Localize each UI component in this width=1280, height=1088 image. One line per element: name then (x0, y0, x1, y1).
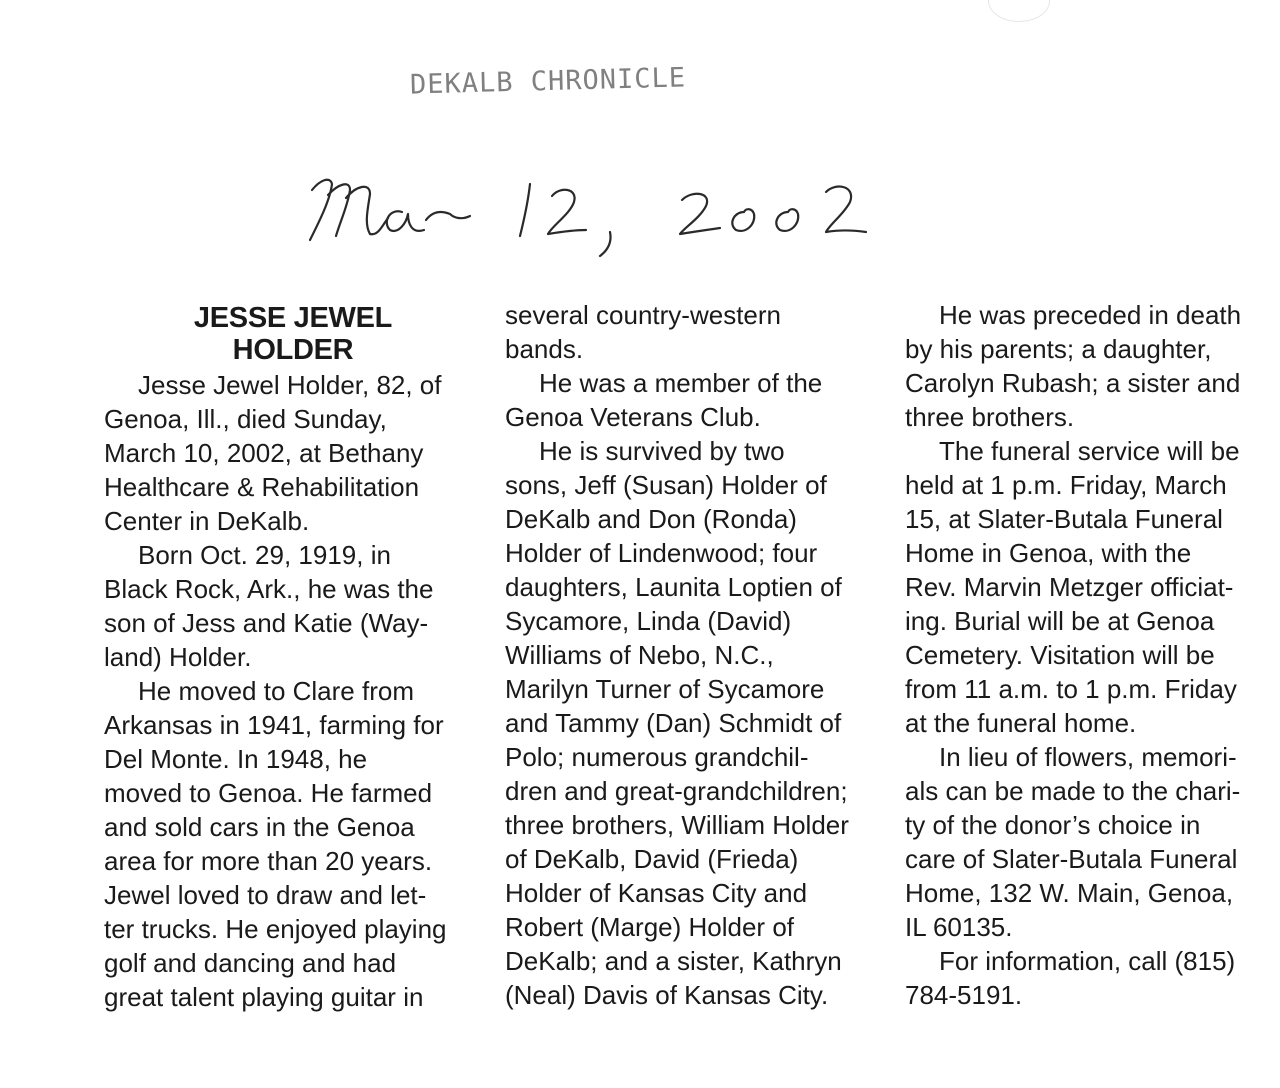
text-line: sons, Jeff (Susan) Holder of (505, 470, 827, 500)
text-line: at the funeral home. (905, 708, 1137, 738)
text-line: son of Jess and Katie (Way- (104, 608, 429, 638)
text-line: He is survived by two (539, 436, 785, 466)
obituary-column-2 (505, 298, 883, 1012)
obituary-column-1 (104, 298, 482, 1014)
text-line: Healthcare & Rehabilitation (104, 472, 420, 502)
text-line: care of Slater-Butala Funeral (905, 844, 1238, 874)
text-line: Williams of Nebo, N.C., (505, 640, 774, 670)
text-line: Marilyn Turner of Sycamore (505, 674, 825, 704)
text-line: als can be made to the chari- (905, 776, 1241, 806)
text-line: by his parents; a daughter, (905, 334, 1212, 364)
text-line: Del Monte. In 1948, he (104, 744, 368, 774)
text-line: great talent playing guitar in (104, 982, 424, 1012)
text-line: Holder of Kansas City and (505, 878, 808, 908)
newspaper-stamp: DEKALB CHRONICLE (409, 62, 687, 101)
text-line: and Tammy (Dan) Schmidt of (505, 708, 842, 738)
text-line: Rev. Marvin Metzger officiat- (905, 572, 1234, 602)
text-line: land) Holder. (104, 642, 252, 672)
text-line: moved to Genoa. He farmed (104, 778, 433, 808)
text-line: golf and dancing and had (104, 948, 397, 978)
text-line: DeKalb; and a sister, Kathryn (505, 946, 842, 976)
text-line: several country-western (505, 300, 781, 330)
text-line: 784-5191. (905, 980, 1023, 1010)
text-line: Robert (Marge) Holder of (505, 912, 794, 942)
text-line: In lieu of flowers, memori- (939, 742, 1237, 772)
text-line: and sold cars in the Genoa (104, 812, 415, 842)
text-line: For information, call (815) (939, 946, 1236, 976)
text-line: IL 60135. (905, 912, 1013, 942)
text-line: bands. (505, 334, 584, 364)
text-line: Black Rock, Ark., he was the (104, 574, 434, 604)
text-line: Home in Genoa, with the (905, 538, 1192, 568)
text-line: Holder of Lindenwood; four (505, 538, 818, 568)
headline-line-1: JESSE JEWEL (193, 302, 393, 334)
text-line: ing. Burial will be at Genoa (905, 606, 1215, 636)
text-line: (Neal) Davis of Kansas City. (505, 980, 829, 1010)
text-line: He was a member of the (539, 368, 823, 398)
text-line: Center in DeKalb. (104, 506, 310, 536)
scan-artifact (988, 0, 1050, 22)
text-line: three brothers, William Holder (505, 810, 849, 840)
text-line: 15, at Slater-Butala Funeral (905, 504, 1223, 534)
handwritten-date (290, 150, 910, 260)
text-line: from 11 a.m. to 1 p.m. Friday (905, 674, 1237, 704)
text-line: Home, 132 W. Main, Genoa, (905, 878, 1234, 908)
text-line: area for more than 20 years. (104, 846, 433, 876)
text-line: Sycamore, Linda (David) (505, 606, 792, 636)
obituary-headline (104, 302, 482, 366)
text-line: Cemetery. Visitation will be (905, 640, 1215, 670)
text-line: Genoa Veterans Club. (505, 402, 761, 432)
text-line: He moved to Clare from (138, 676, 414, 706)
text-line: three brothers. (905, 402, 1075, 432)
text-line: Jesse Jewel Holder, 82, of (138, 370, 442, 400)
text-line: of DeKalb, David (Frieda) (505, 844, 799, 874)
text-line: ter trucks. He enjoyed playing (104, 914, 447, 944)
text-line: He was preceded in death (939, 300, 1242, 330)
text-line: DeKalb and Don (Ronda) (505, 504, 797, 534)
text-line: daughters, Launita Loptien of (505, 572, 842, 602)
text-line: Born Oct. 29, 1919, in (138, 540, 391, 570)
text-line: The funeral service will be (939, 436, 1240, 466)
text-line: Carolyn Rubash; a sister and (905, 368, 1241, 398)
text-line: Arkansas in 1941, farming for (104, 710, 444, 740)
text-line: ty of the donor’s choice in (905, 810, 1201, 840)
text-line: Polo; numerous grandchil- (505, 742, 809, 772)
text-line: held at 1 p.m. Friday, March (905, 470, 1227, 500)
text-line: Genoa, Ill., died Sunday, (104, 404, 387, 434)
obituary-column-3 (905, 298, 1275, 1012)
text-line: dren and great-grandchildren; (505, 776, 848, 806)
text-line: Jewel loved to draw and let- (104, 880, 427, 910)
headline-line-2: HOLDER (232, 334, 354, 366)
text-line: March 10, 2002, at Bethany (104, 438, 424, 468)
